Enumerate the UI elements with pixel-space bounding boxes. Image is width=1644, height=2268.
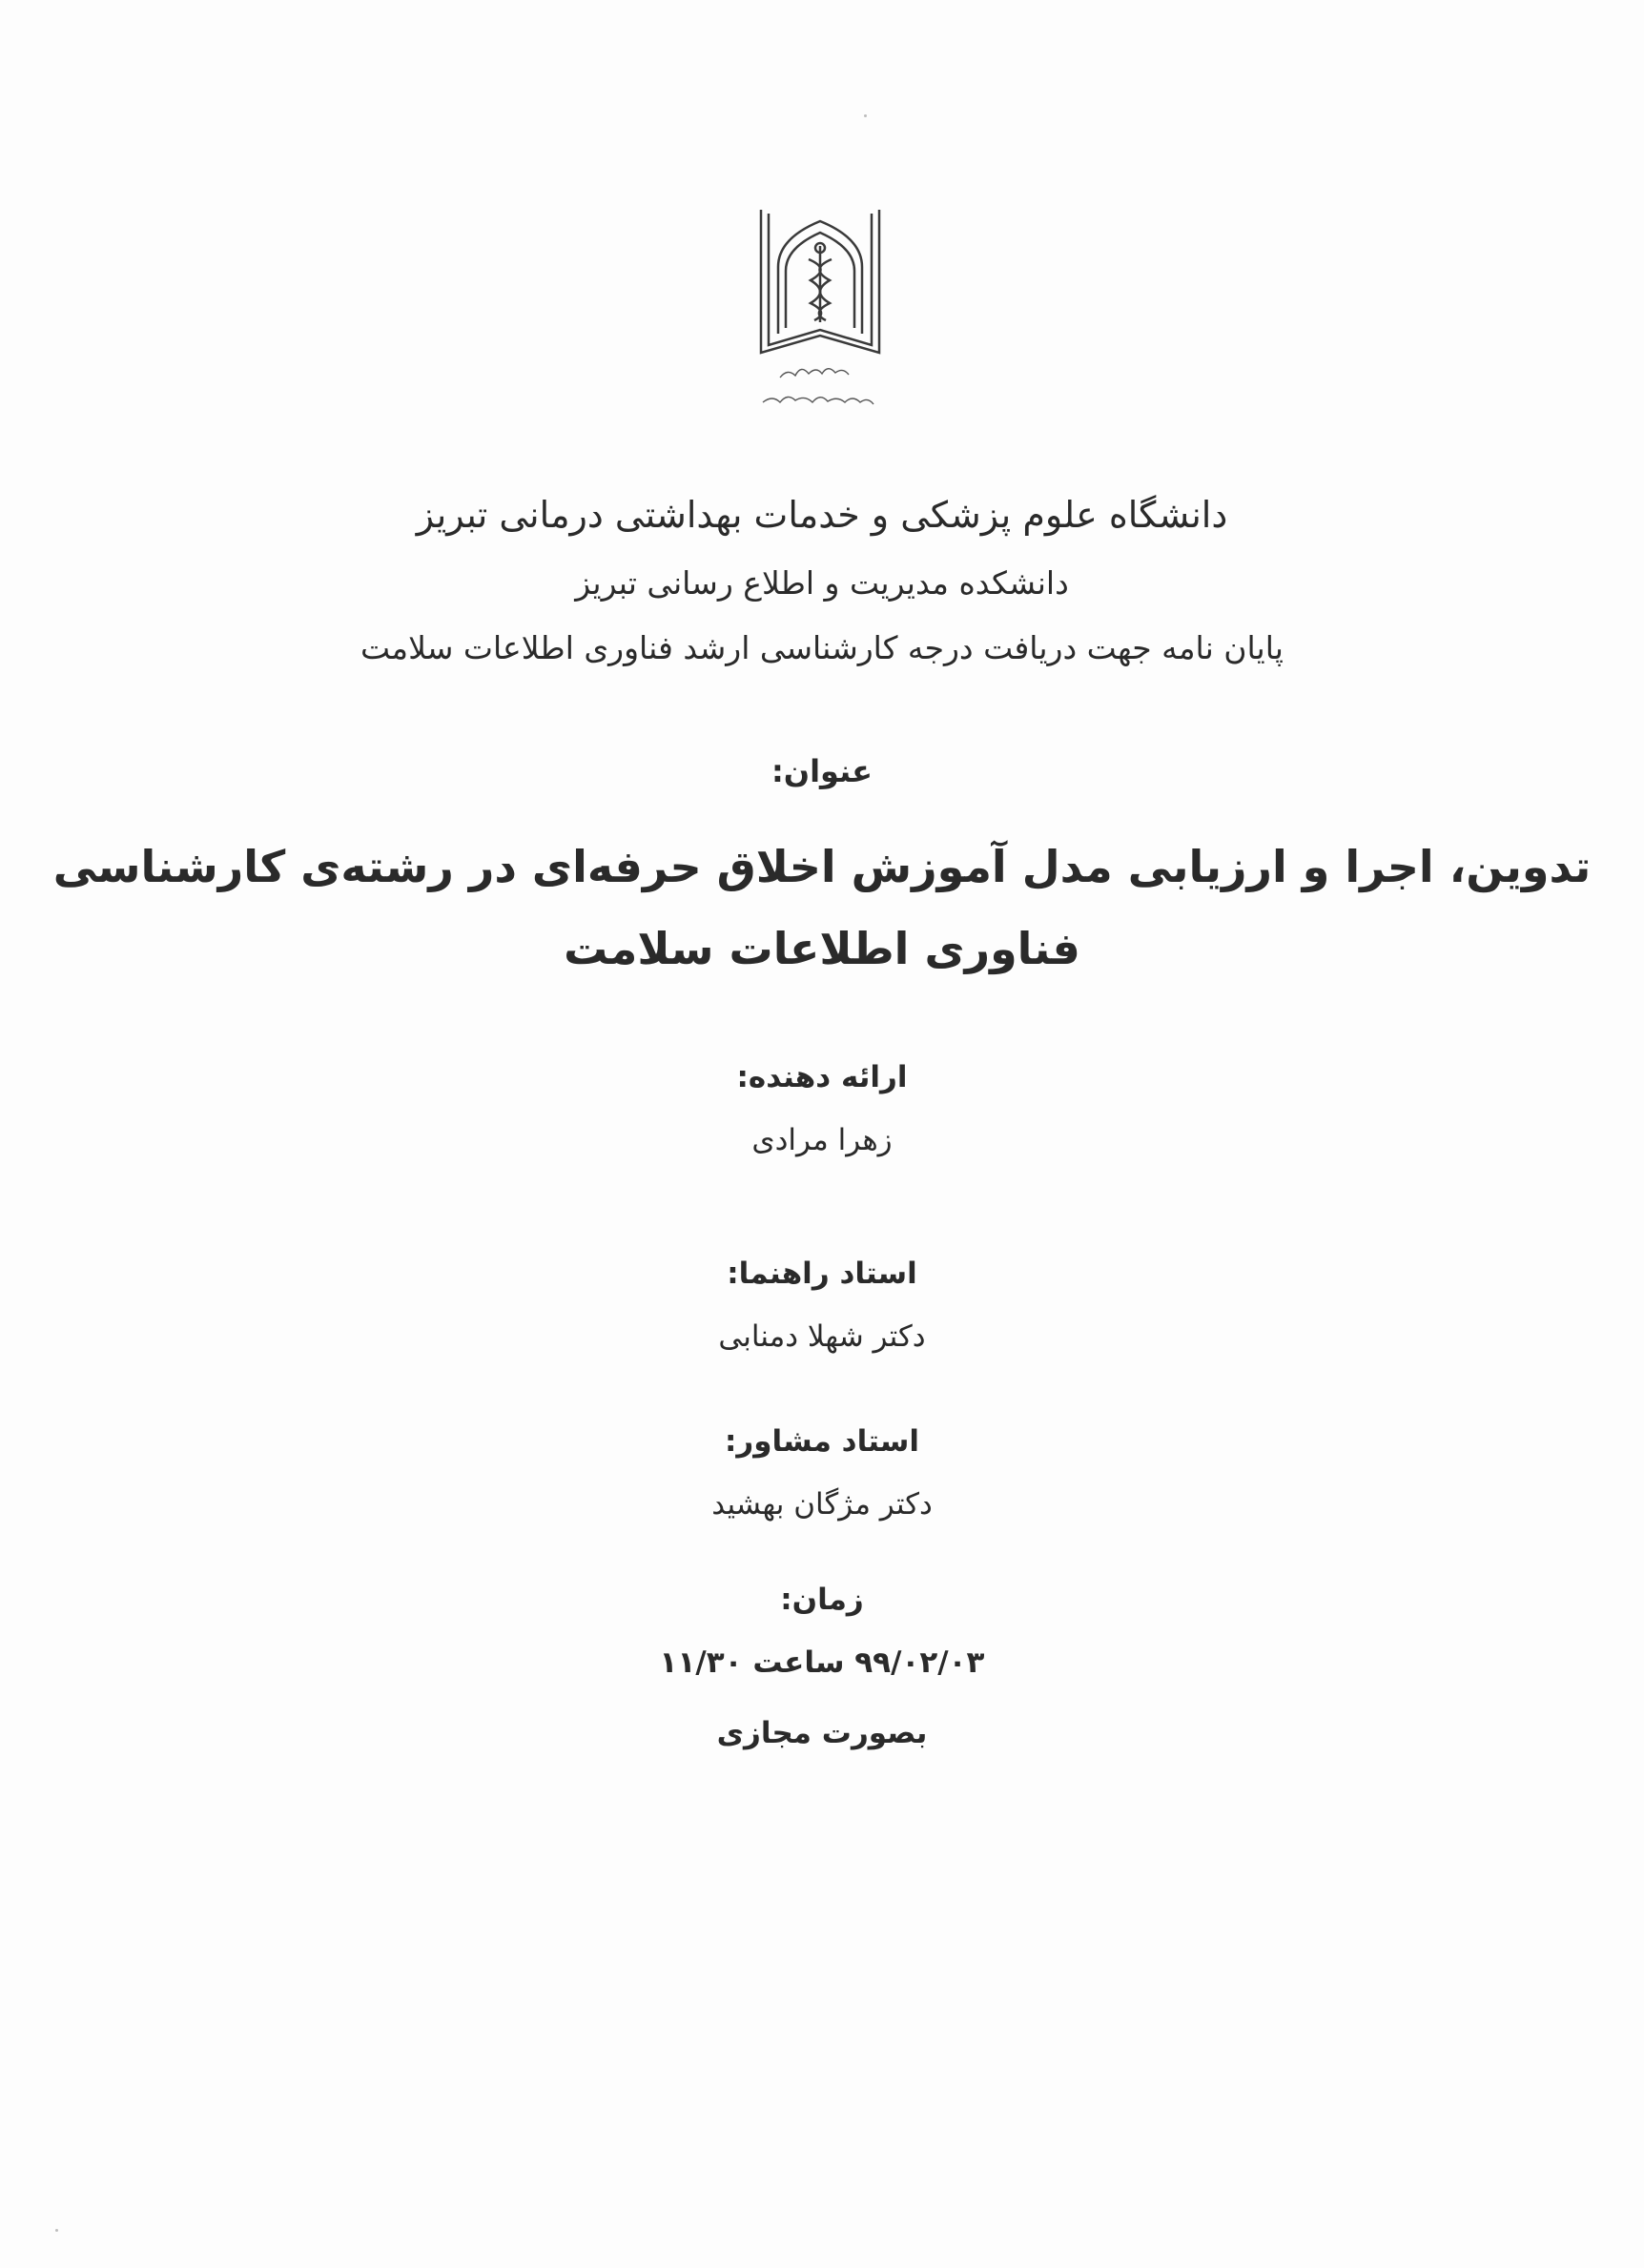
thesis-title-line-2: فناوری اطلاعات سلامت	[564, 923, 1080, 974]
supervisor-label: استاد راهنما:	[727, 1257, 917, 1291]
university-name: دانشگاه علوم پزشکی و خدمات بهداشتی درمانی تبریز	[416, 494, 1228, 536]
scan-speck	[864, 114, 867, 117]
date-time: ۹۹/۰۲/۰۳ ساعت ۱۱/۳۰	[659, 1645, 985, 1680]
presenter-name: زهرا مرادی	[751, 1123, 893, 1157]
faculty-name: دانشکده مدیریت و اطلاع رسانی تبریز	[575, 564, 1069, 602]
thesis-statement: پایان نامه جهت دریافت درجه کارشناسی ارشد فناوری اطلاعات سلامت	[360, 629, 1284, 666]
advisor-name: دکتر مژگان بهشید	[711, 1487, 933, 1522]
advisor-label: استاد مشاور:	[725, 1424, 919, 1459]
presenter-label: ارائه دهنده:	[736, 1060, 908, 1094]
session-mode: بصورت مجازی	[716, 1716, 928, 1750]
scan-speck	[55, 2229, 58, 2232]
title-label: عنوان:	[771, 753, 873, 789]
thesis-title-line-1: تدوین، اجرا و ارزیابی مدل آموزش اخلاق حرفه‌ای در رشته‌ی کارشناسی	[52, 841, 1592, 892]
supervisor-name: دکتر شهلا دمنابی	[718, 1319, 926, 1354]
university-emblem-icon	[734, 200, 906, 429]
time-label: زمان:	[780, 1583, 864, 1617]
